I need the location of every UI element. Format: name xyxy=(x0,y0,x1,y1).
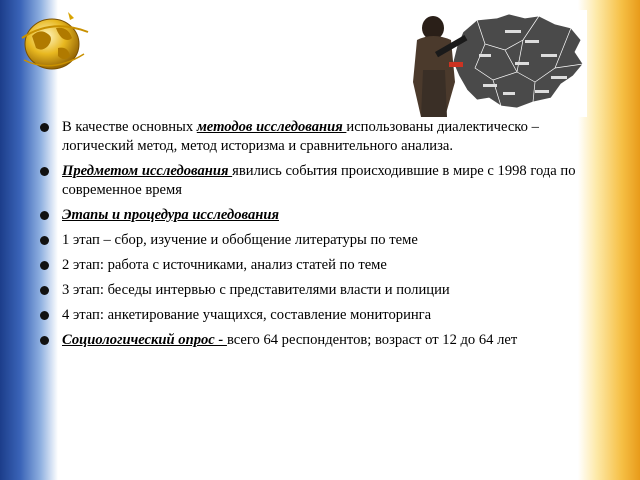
list-item xyxy=(38,306,606,325)
bullet-icon xyxy=(40,286,49,295)
kazakhstan-map-with-gunman-image xyxy=(405,10,587,117)
list-item xyxy=(38,256,606,275)
bullet-icon xyxy=(40,336,49,345)
bullet-text-tail: явились события происходившие в мире с 1998 года по современное время xyxy=(62,163,576,198)
list-item xyxy=(38,118,606,156)
bullet-text: 1 этап – сбор, изучение и обобщение литературы по теме xyxy=(62,232,418,248)
bullet-text: 2 этап: работа с источниками, анализ статей по теме xyxy=(62,257,387,273)
bullet-emphasis: методов исследования xyxy=(196,119,347,135)
bullet-text-tail: всего 64 респондентов; возраст от 12 до 64 лет xyxy=(226,332,518,348)
bullet-emphasis: Этапы и процедура исследования xyxy=(62,207,279,223)
globe-logo-icon xyxy=(18,8,90,74)
list-item xyxy=(38,231,606,250)
list-item xyxy=(38,206,606,225)
bullet-icon xyxy=(40,261,49,270)
bullet-icon xyxy=(40,167,49,176)
bullet-icon xyxy=(40,123,49,132)
bullet-emphasis: Социологический опрос - xyxy=(62,332,227,348)
list-item xyxy=(38,162,606,200)
bullet-text: 4 этап: анкетирование учащихся, составление мониторинга xyxy=(62,307,432,323)
bullet-list xyxy=(38,118,606,356)
bullet-text: В качестве основных xyxy=(62,119,197,135)
bullet-text-tail: использованы диалектическо – логический метод, метод историзма и сравнительного анализа. xyxy=(62,119,539,154)
bullet-icon xyxy=(40,236,49,245)
bullet-text: 3 этап: беседы интервью с представителями власти и полиции xyxy=(62,282,450,298)
list-item xyxy=(38,331,606,350)
bullet-emphasis: Предметом исследования xyxy=(62,163,233,179)
bullet-icon xyxy=(40,211,49,220)
bullet-icon xyxy=(40,311,49,320)
list-item xyxy=(38,281,606,300)
